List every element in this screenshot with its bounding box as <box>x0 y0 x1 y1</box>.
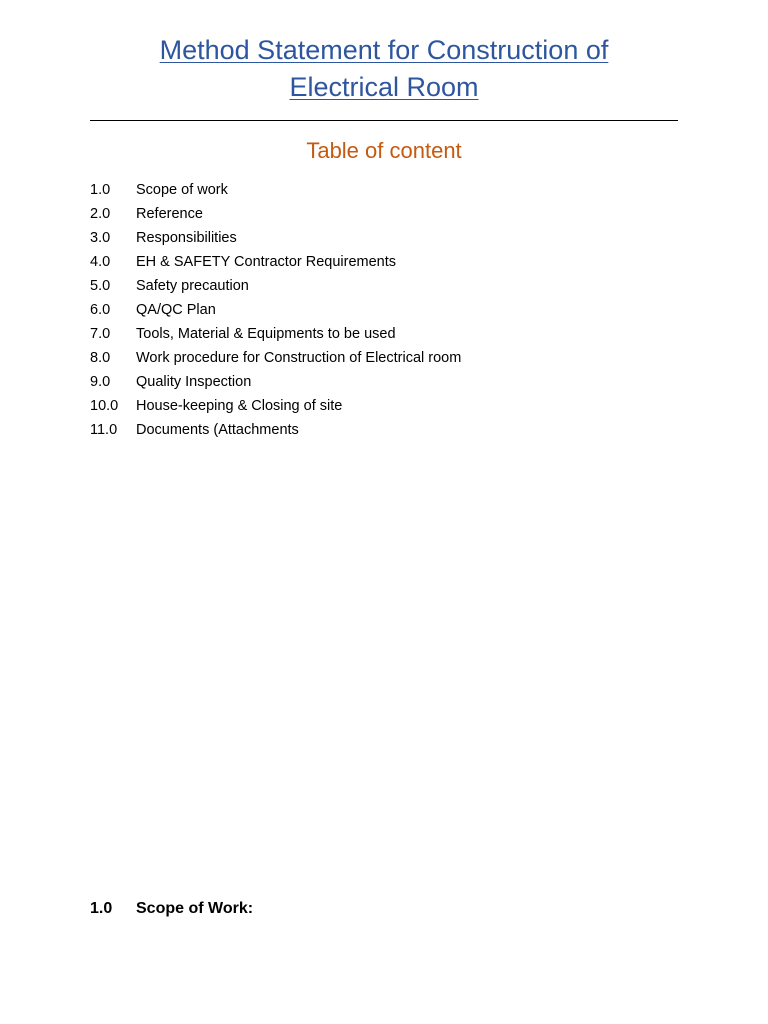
toc-item-number: 9.0 <box>90 374 111 390</box>
toc-item-responsibilities <box>90 226 461 250</box>
toc-heading: Table of content <box>306 138 462 163</box>
toc-item-label: Scope of work <box>136 182 228 198</box>
toc-item-work-procedure <box>90 346 461 370</box>
toc-item-label: Documents (Attachments <box>136 422 299 438</box>
toc-item-safety-precaution <box>90 274 461 298</box>
toc-item-number: 1.0 <box>90 182 111 198</box>
toc-item-label: EH & SAFETY Contractor Requirements <box>136 254 397 270</box>
toc-item-label: Reference <box>136 206 203 222</box>
toc-item-number: 8.0 <box>90 350 111 366</box>
toc-item-documents <box>90 418 461 442</box>
toc-item-label: Quality Inspection <box>136 374 252 390</box>
toc-item-label: QA/QC Plan <box>136 302 216 318</box>
toc-item-label: Responsibilities <box>136 230 237 246</box>
toc-item-safety-requirements <box>90 250 461 274</box>
toc-item-number: 6.0 <box>90 302 111 318</box>
title-divider <box>90 120 678 121</box>
toc-item-number: 3.0 <box>90 230 111 246</box>
section-heading-scope-of-work <box>90 897 253 921</box>
toc-item-number: 4.0 <box>90 254 111 270</box>
toc-item-tools-material <box>90 322 461 346</box>
table-of-contents <box>90 178 461 442</box>
toc-item-label: Work procedure for Construction of Electrical room <box>136 350 462 366</box>
toc-item-scope-of-work <box>90 178 461 202</box>
toc-item-number: 5.0 <box>90 278 111 294</box>
section-number: 1.0 <box>90 900 113 917</box>
toc-item-number: 10.0 <box>90 398 119 414</box>
section-title: Scope of Work: <box>136 900 254 917</box>
toc-item-house-keeping <box>90 394 461 418</box>
toc-item-number: 7.0 <box>90 326 111 342</box>
document-title <box>90 32 678 106</box>
toc-item-qa-qc-plan <box>90 298 461 322</box>
toc-item-reference <box>90 202 461 226</box>
document-title-line-2: Electrical Room <box>289 72 479 102</box>
toc-item-label: Tools, Material & Equipments to be used <box>136 326 396 342</box>
toc-item-number: 11.0 <box>90 422 118 438</box>
toc-item-label: Safety precaution <box>136 278 249 294</box>
toc-item-quality-inspection <box>90 370 461 394</box>
toc-item-label: House-keeping & Closing of site <box>136 398 343 414</box>
toc-item-number: 2.0 <box>90 206 111 222</box>
document-title-line-1: Method Statement for Construction of <box>159 35 609 65</box>
